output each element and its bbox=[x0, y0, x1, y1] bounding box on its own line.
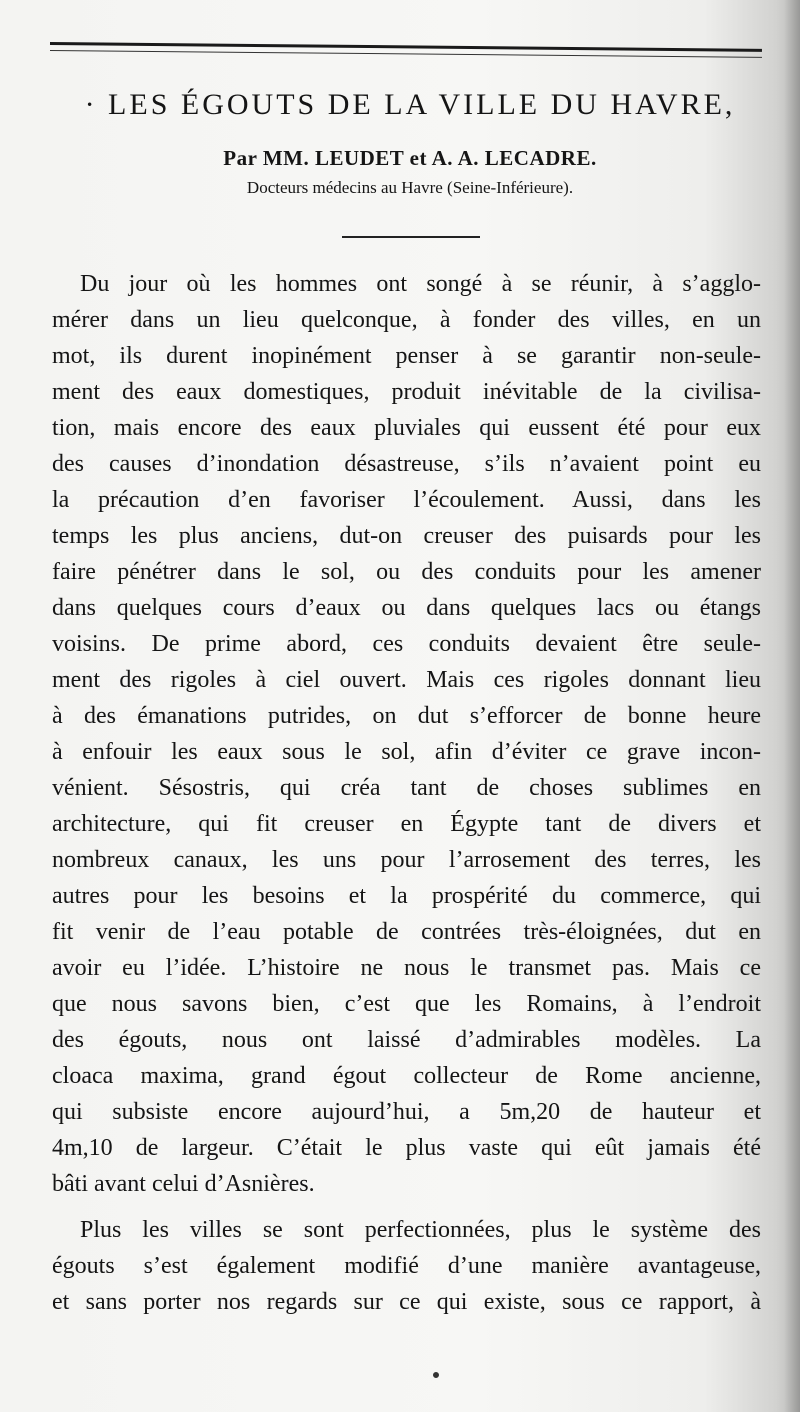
text-line: tion, mais encore des eaux pluviales qui eussent été pour eux bbox=[52, 415, 761, 441]
text-line: qui subsiste encore aujourd’hui, a 5m,20 de hauteur et bbox=[52, 1099, 761, 1125]
header-rule-thin bbox=[50, 50, 762, 58]
text-line: et sans porter nos regards sur ce qui existe, sous ce rapport, à bbox=[52, 1289, 761, 1315]
text-line: avoir eu l’idée. L’histoire ne nous le transmet pas. Mais ce bbox=[52, 955, 761, 981]
text-line: mot, ils durent inopinément penser à se garantir non-seule- bbox=[52, 343, 761, 369]
text-line: fit venir de l’eau potable de contrées très-éloignées, dut en bbox=[52, 919, 761, 945]
paragraph bbox=[52, 266, 761, 1202]
article-title: · LES ÉGOUTS DE LA VILLE DU HAVRE, bbox=[84, 88, 736, 121]
page-shadow bbox=[784, 0, 800, 1412]
page-mark bbox=[432, 1371, 440, 1379]
text-line: dans quelques cours d’eaux ou dans quelques lacs ou étangs bbox=[52, 595, 761, 621]
title-separator bbox=[342, 236, 480, 238]
text-line: cloaca maxima, grand égout collecteur de Rome ancienne, bbox=[52, 1063, 761, 1089]
text-line: voisins. De prime abord, ces conduits devaient être seule- bbox=[52, 631, 761, 657]
text-line: bâti avant celui d’Asnières. bbox=[52, 1171, 315, 1197]
text-line: des causes d’inondation désastreuse, s’ils n’avaient point eu bbox=[52, 451, 761, 477]
text-line: ment des eaux domestiques, produit inévitable de la civilisa- bbox=[52, 379, 761, 405]
text-line: mérer dans un lieu quelconque, à fonder des villes, en un bbox=[52, 307, 761, 333]
paragraph bbox=[52, 1212, 761, 1320]
paragraph-gap bbox=[52, 1202, 761, 1212]
text-line: que nous savons bien, c’est que les Romains, à l’endroit bbox=[52, 991, 761, 1017]
text-line: Du jour où les hommes ont songé à se réunir, à s’agglo- bbox=[80, 271, 761, 297]
text-line: à enfouir les eaux sous le sol, afin d’éviter ce grave incon- bbox=[52, 739, 761, 765]
text-line: Plus les villes se sont perfectionnées, plus le système des bbox=[80, 1217, 761, 1243]
text-line: autres pour les besoins et la prospérité du commerce, qui bbox=[52, 883, 761, 909]
text-line: faire pénétrer dans le sol, ou des conduits pour les amener bbox=[52, 559, 761, 585]
text-line: vénient. Sésostris, qui créa tant de choses sublimes en bbox=[52, 775, 761, 801]
text-line: égouts s’est également modifié d’une manière avantageuse, bbox=[52, 1253, 761, 1279]
author-affiliation: Docteurs médecins au Havre (Seine-Inférieure). bbox=[246, 178, 574, 197]
text-line: architecture, qui fit creuser en Égypte tant de divers et bbox=[52, 811, 761, 837]
article-body bbox=[52, 266, 761, 1320]
text-line: des égouts, nous ont laissé d’admirables modèles. La bbox=[52, 1027, 761, 1053]
text-line: nombreux canaux, les uns pour l’arrosement des terres, les bbox=[52, 847, 761, 873]
text-line: 4m,10 de largeur. C’était le plus vaste qui eût jamais été bbox=[52, 1135, 761, 1161]
text-line: à des émanations putrides, on dut s’efforcer de bonne heure bbox=[52, 703, 761, 729]
text-line: la précaution d’en favoriser l’écoulement. Aussi, dans les bbox=[52, 487, 761, 513]
article-authors: Par MM. LEUDET et A. A. LECADRE. bbox=[223, 146, 597, 170]
text-line: ment des rigoles à ciel ouvert. Mais ces rigoles donnant lieu bbox=[52, 667, 761, 693]
text-line: temps les plus anciens, dut-on creuser des puisards pour les bbox=[52, 523, 761, 549]
